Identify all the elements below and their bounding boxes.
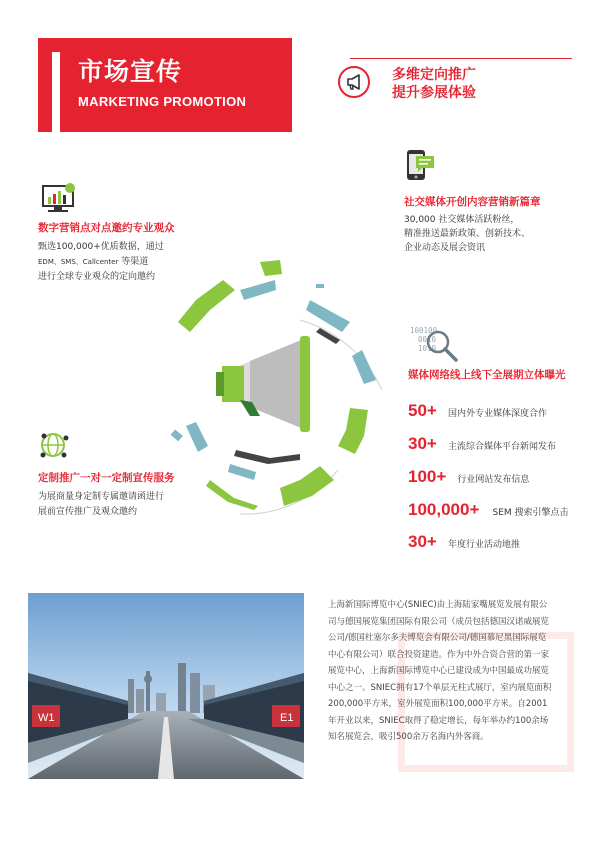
megaphone-badge-icon <box>338 66 370 98</box>
green-arc-segment <box>178 280 235 332</box>
page-title: 市场宣传 <box>78 57 183 86</box>
green-arc-segment <box>206 480 258 510</box>
stat-desc: SEM 搜索引擎点击 <box>492 508 569 518</box>
social-line-1: 30,000 社交媒体活跃粉丝， <box>404 215 520 225</box>
dark-arc-segment <box>316 328 340 344</box>
binary-magnifier-icon <box>410 326 460 366</box>
hall-label-e1: E1 <box>280 712 294 724</box>
stat-desc: 行业网站发布信息 <box>457 475 530 485</box>
slogan-line-1: 多维定向推广 <box>392 67 476 83</box>
stat-desc: 年度行业活动地推 <box>447 540 520 550</box>
exhibition-center-photo <box>28 593 304 779</box>
social-line-2: 精准推送最新政策、创新技术、 <box>404 229 531 239</box>
digital-title: 数字营销点对点邀约专业观众 <box>38 222 175 234</box>
teal-dash <box>171 429 183 441</box>
teal-arc-segment <box>228 464 256 480</box>
slogan <box>392 66 476 102</box>
slogan-line-2: 提升参展体验 <box>392 85 476 101</box>
stat-number: 30+ <box>408 532 437 551</box>
globe-network-icon <box>38 430 72 460</box>
page-subtitle: MARKETING PROMOTION <box>78 94 247 109</box>
stat-number: 100,000+ <box>408 500 480 519</box>
teal-arc-segment <box>186 422 208 452</box>
about-paragraph: 上海新国际博览中心(SNIEC)由上海陆家嘴展览发展有限公司与德国展览集团国际有限公司（成员包括德国汉诺威展览公司/德国杜塞尔多夫博览会有限公司/德国慕尼黑国际展览中心有限公司）联合投资建造。作为中外合资合营的第一家展览中心，上海新国际博览中心已建设成为中国最成功展览中心之一。SNIEC拥有17个单层无柱式展厅，室内展览面积200,000平方米，室外展览面积100,000平方米。自2001年开业以来，SNIEC取得了稳定增长，每年举办约100余场知名展览会，吸引500余万名海内外客商。 <box>328 600 552 742</box>
teal-arc-segment <box>306 300 350 332</box>
stat-row <box>408 401 547 421</box>
stat-row <box>408 434 556 454</box>
teal-dash <box>316 284 324 288</box>
hall-label-w1: W1 <box>38 712 55 724</box>
teal-arc-segment <box>352 350 376 384</box>
digital-channels: EDM、SMS、Callcenter <box>38 258 119 266</box>
central-radial-graphic <box>150 240 400 540</box>
stat-row <box>408 500 569 520</box>
green-arc-segment <box>280 466 334 506</box>
smartphone-chat-icon <box>404 148 436 184</box>
dark-arc-segment <box>234 450 300 464</box>
stat-desc: 国内外专业媒体深度合作 <box>447 409 547 419</box>
green-arc-segment <box>338 408 368 454</box>
social-title: 社交媒体开创内容营销新篇章 <box>404 196 541 208</box>
stat-row <box>408 532 520 552</box>
digital-line-3: 进行全球专业观众的定向邀约 <box>38 272 156 282</box>
header-accent-bar <box>52 52 60 132</box>
green-arc-segment <box>260 260 282 276</box>
teal-arc-segment <box>240 280 276 300</box>
analytics-monitor-icon <box>40 182 80 214</box>
slogan-rule <box>350 58 572 59</box>
digital-line-1: 甄选100,000+优质数据，通过 <box>38 242 164 252</box>
stat-desc: 主流综合媒体平台新闻发布 <box>447 442 556 452</box>
stat-number: 50+ <box>408 401 437 420</box>
custom-title: 定制推广一对一定制宣传服务 <box>38 472 175 484</box>
stat-number: 30+ <box>408 434 437 453</box>
binary-digits: 100100 0010 1010 <box>410 326 438 353</box>
custom-line-1: 为展商量身定制专属邀请函进行 <box>38 492 165 502</box>
stat-row <box>408 467 529 487</box>
header-block <box>38 38 292 132</box>
megaphone-icon <box>216 336 310 432</box>
custom-line-2: 展前宣传推广及观众邀约 <box>38 507 138 517</box>
social-line-3: 企业动态及展会资讯 <box>404 243 486 253</box>
magnifier-icon <box>424 328 460 364</box>
digital-line-2 <box>38 255 148 270</box>
stat-number: 100+ <box>408 467 447 486</box>
media-title: 媒体网络线上线下全展期立体曝光 <box>408 369 566 381</box>
digital-channels-suffix: 等渠道 <box>121 257 149 267</box>
